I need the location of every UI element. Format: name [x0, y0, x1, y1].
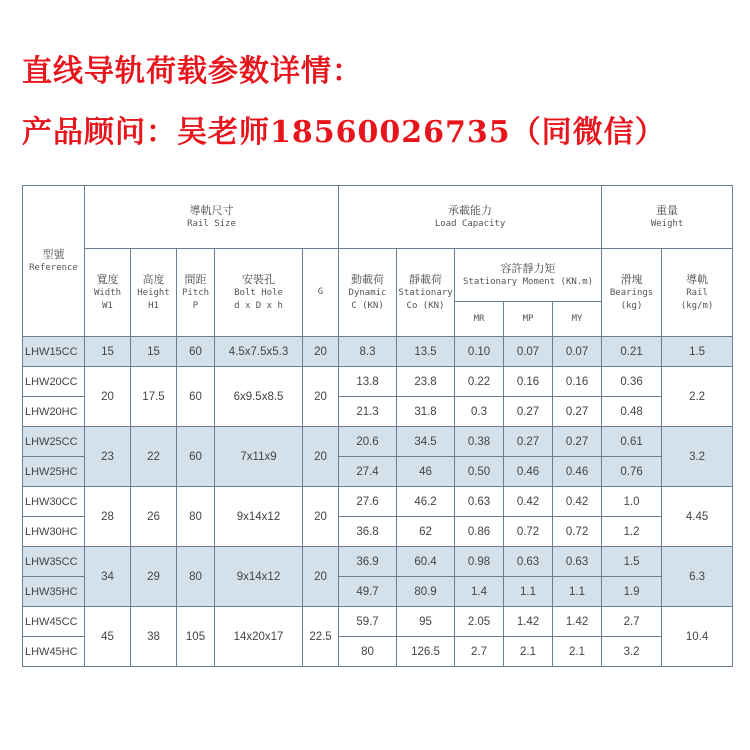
static-load: 46.2 — [397, 487, 455, 517]
header-g: G — [303, 249, 339, 337]
bolt-hole: 7x11x9 — [215, 427, 303, 487]
moment-my: 0.16 — [553, 367, 602, 397]
rail-pitch: 80 — [177, 487, 215, 547]
static-load: 31.8 — [397, 397, 455, 427]
dynamic-load: 27.6 — [339, 487, 397, 517]
rail-weight: 4.45 — [662, 487, 733, 547]
moment-my: 0.72 — [553, 517, 602, 547]
moment-mp: 0.63 — [504, 547, 553, 577]
moment-mr: 0.3 — [455, 397, 504, 427]
rail-width: 34 — [85, 547, 131, 607]
model-reference: LHW30HC — [23, 517, 85, 547]
header-static-moment: 容許靜力矩 Stationary Moment (KN.m) — [455, 249, 602, 302]
rail-pitch: 60 — [177, 337, 215, 367]
moment-mp: 0.42 — [504, 487, 553, 517]
moment-my: 2.1 — [553, 637, 602, 667]
moment-my: 0.27 — [553, 427, 602, 457]
moment-mr: 0.10 — [455, 337, 504, 367]
header-dynamic-load: 動載荷 Dynamic C (KN) — [339, 249, 397, 337]
rail-height: 15 — [131, 337, 177, 367]
static-load: 126.5 — [397, 637, 455, 667]
model-reference: LHW35CC — [23, 547, 85, 577]
bearing-weight: 3.2 — [602, 637, 662, 667]
header-static-load: 靜載荷 Stationary Co (KN) — [397, 249, 455, 337]
rail-g: 20 — [303, 367, 339, 427]
moment-mp: 0.72 — [504, 517, 553, 547]
rail-pitch: 105 — [177, 607, 215, 667]
header-mp: MP — [504, 302, 553, 337]
model-reference: LHW20HC — [23, 397, 85, 427]
bearing-weight: 1.2 — [602, 517, 662, 547]
static-load: 34.5 — [397, 427, 455, 457]
rail-width: 23 — [85, 427, 131, 487]
header-rail-weight: 導軌 Rail (kg/m) — [662, 249, 733, 337]
table-row — [23, 367, 733, 397]
moment-my: 0.07 — [553, 337, 602, 367]
spec-table-body — [23, 337, 733, 667]
header-bolt-hole: 安裝孔 Bolt Hole d x D x h — [215, 249, 303, 337]
table-row — [23, 337, 733, 367]
model-reference: LHW45CC — [23, 607, 85, 637]
moment-mr: 0.38 — [455, 427, 504, 457]
header-width: 寬度 Width W1 — [85, 249, 131, 337]
static-load: 62 — [397, 517, 455, 547]
bearing-weight: 1.0 — [602, 487, 662, 517]
header-reference: 型號 Reference — [23, 186, 85, 337]
rail-width: 45 — [85, 607, 131, 667]
dynamic-load: 36.8 — [339, 517, 397, 547]
model-reference: LHW15CC — [23, 337, 85, 367]
moment-mp: 0.46 — [504, 457, 553, 487]
rail-g: 20 — [303, 487, 339, 547]
rail-pitch: 60 — [177, 427, 215, 487]
moment-my: 0.27 — [553, 397, 602, 427]
model-reference: LHW25HC — [23, 457, 85, 487]
bearing-weight: 0.76 — [602, 457, 662, 487]
rail-weight: 6.3 — [662, 547, 733, 607]
rail-weight: 1.5 — [662, 337, 733, 367]
rail-weight: 3.2 — [662, 427, 733, 487]
rail-height: 38 — [131, 607, 177, 667]
model-reference: LHW30CC — [23, 487, 85, 517]
bearing-weight: 0.48 — [602, 397, 662, 427]
rail-g: 20 — [303, 547, 339, 607]
rail-width: 28 — [85, 487, 131, 547]
moment-mp: 0.16 — [504, 367, 553, 397]
moment-mp: 0.27 — [504, 397, 553, 427]
moment-mr: 2.7 — [455, 637, 504, 667]
moment-mr: 0.50 — [455, 457, 504, 487]
moment-mr: 0.98 — [455, 547, 504, 577]
dynamic-load: 27.4 — [339, 457, 397, 487]
static-load: 23.8 — [397, 367, 455, 397]
header-my: MY — [553, 302, 602, 337]
moment-mr: 0.63 — [455, 487, 504, 517]
moment-my: 0.46 — [553, 457, 602, 487]
moment-mr: 2.05 — [455, 607, 504, 637]
bolt-hole: 14x20x17 — [215, 607, 303, 667]
moment-mr: 1.4 — [455, 577, 504, 607]
moment-mr: 0.22 — [455, 367, 504, 397]
moment-mp: 1.42 — [504, 607, 553, 637]
moment-my: 1.42 — [553, 607, 602, 637]
rail-height: 29 — [131, 547, 177, 607]
table-row — [23, 547, 733, 577]
static-load: 95 — [397, 607, 455, 637]
bearing-weight: 1.5 — [602, 547, 662, 577]
static-load: 13.5 — [397, 337, 455, 367]
model-reference: LHW45HC — [23, 637, 85, 667]
rail-pitch: 60 — [177, 367, 215, 427]
dynamic-load: 20.6 — [339, 427, 397, 457]
rail-g: 20 — [303, 337, 339, 367]
bolt-hole: 9x14x12 — [215, 547, 303, 607]
moment-my: 0.42 — [553, 487, 602, 517]
headline-title: 直线导轨荷载参数详情： — [22, 54, 363, 89]
bearing-weight: 0.61 — [602, 427, 662, 457]
moment-mp: 1.1 — [504, 577, 553, 607]
headline-contact: 产品顾问：吴老师18560026735（同微信） — [22, 115, 666, 150]
rail-g: 22.5 — [303, 607, 339, 667]
header-load-capacity: 承載能力 Load Capacity — [339, 186, 602, 249]
model-reference: LHW20CC — [23, 367, 85, 397]
model-reference: LHW35HC — [23, 577, 85, 607]
model-reference: LHW25CC — [23, 427, 85, 457]
rail-g: 20 — [303, 427, 339, 487]
rail-height: 26 — [131, 487, 177, 547]
bearing-weight: 0.21 — [602, 337, 662, 367]
dynamic-load: 59.7 — [339, 607, 397, 637]
static-load: 80.9 — [397, 577, 455, 607]
bolt-hole: 9x14x12 — [215, 487, 303, 547]
rail-height: 17.5 — [131, 367, 177, 427]
moment-mp: 0.27 — [504, 427, 553, 457]
header-rail-size: 導軌尺寸 Rail Size — [85, 186, 339, 249]
header-weight: 重量 Weight — [602, 186, 733, 249]
rail-pitch: 80 — [177, 547, 215, 607]
static-load: 60.4 — [397, 547, 455, 577]
rail-width: 20 — [85, 367, 131, 427]
static-load: 46 — [397, 457, 455, 487]
bearing-weight: 2.7 — [602, 607, 662, 637]
dynamic-load: 80 — [339, 637, 397, 667]
header-pitch: 間距 Pitch P — [177, 249, 215, 337]
bearing-weight: 1.9 — [602, 577, 662, 607]
header-height: 高度 Height H1 — [131, 249, 177, 337]
header-bearings-weight: 滑塊 Bearings (kg) — [602, 249, 662, 337]
dynamic-load: 21.3 — [339, 397, 397, 427]
rail-height: 22 — [131, 427, 177, 487]
table-row — [23, 607, 733, 637]
dynamic-load: 36.9 — [339, 547, 397, 577]
dynamic-load: 13.8 — [339, 367, 397, 397]
table-row — [23, 487, 733, 517]
header-mr: MR — [455, 302, 504, 337]
bolt-hole: 4.5x7.5x5.3 — [215, 337, 303, 367]
dynamic-load: 49.7 — [339, 577, 397, 607]
dynamic-load: 8.3 — [339, 337, 397, 367]
rail-width: 15 — [85, 337, 131, 367]
spec-table — [22, 185, 733, 667]
bearing-weight: 0.36 — [602, 367, 662, 397]
bolt-hole: 6x9.5x8.5 — [215, 367, 303, 427]
moment-my: 1.1 — [553, 577, 602, 607]
table-row — [23, 427, 733, 457]
moment-mp: 2.1 — [504, 637, 553, 667]
rail-weight: 2.2 — [662, 367, 733, 427]
moment-my: 0.63 — [553, 547, 602, 577]
moment-mr: 0.86 — [455, 517, 504, 547]
moment-mp: 0.07 — [504, 337, 553, 367]
rail-weight: 10.4 — [662, 607, 733, 667]
